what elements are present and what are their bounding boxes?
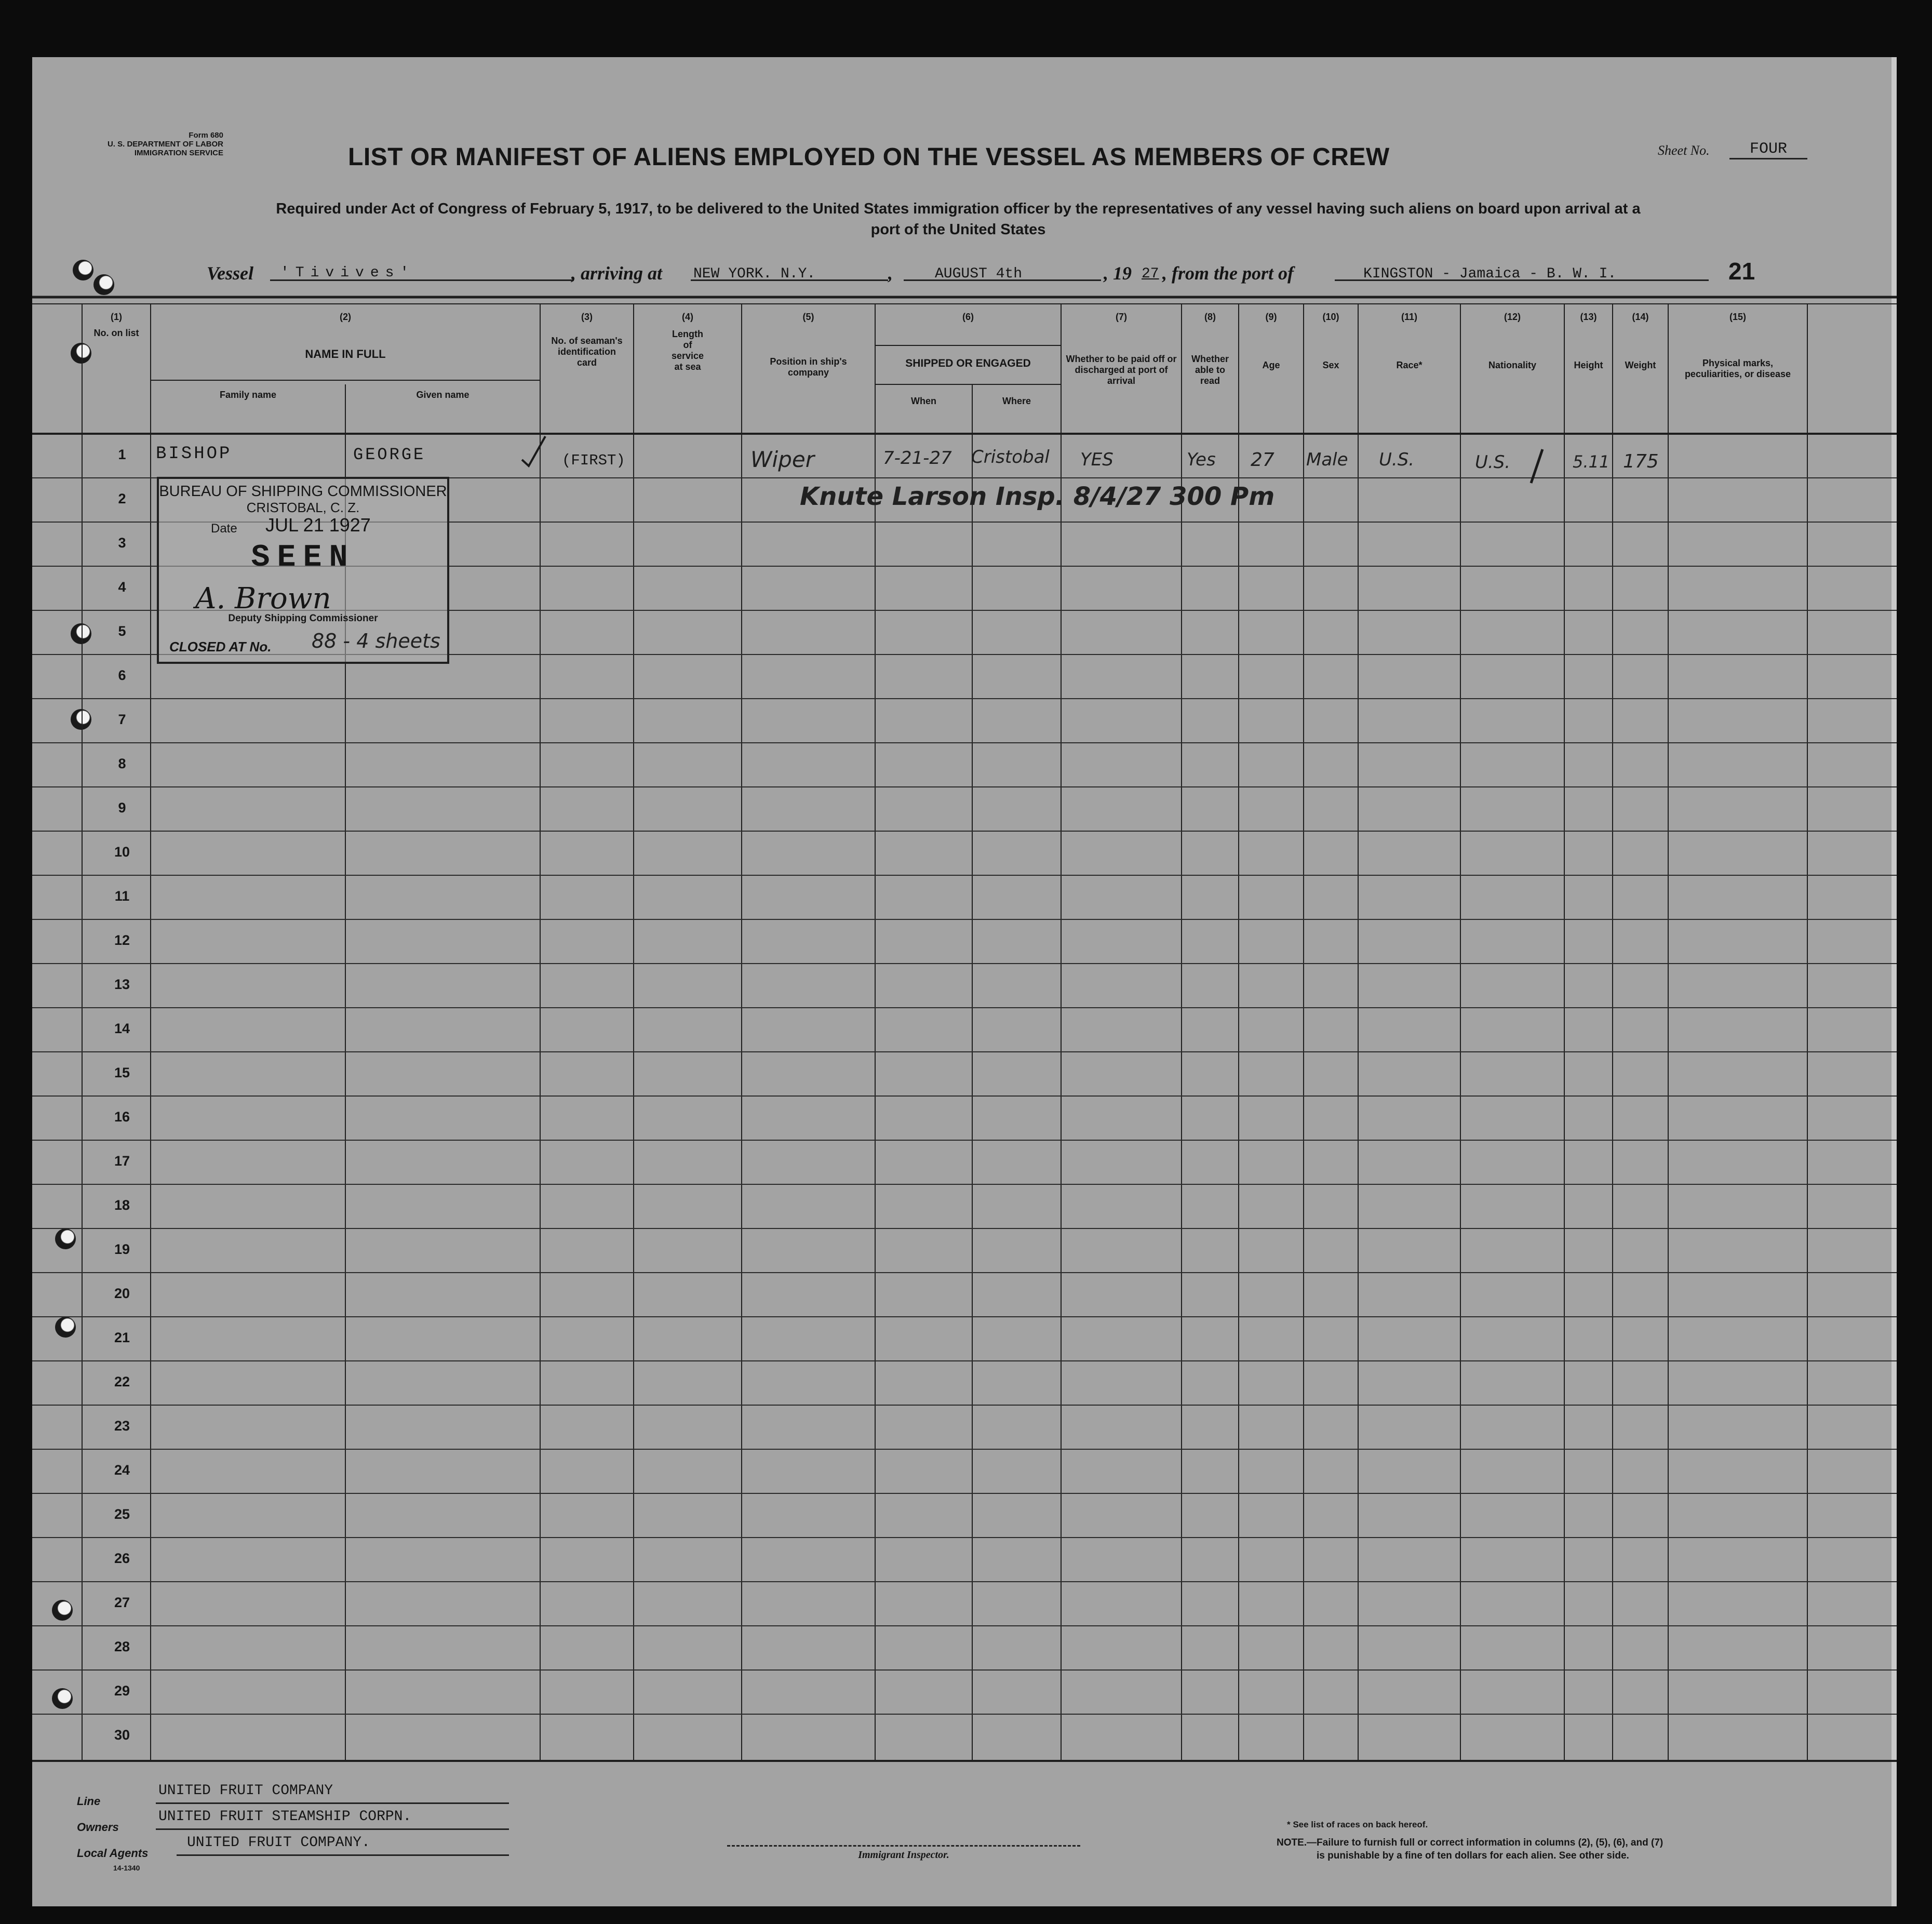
stamp-closed-value: 88 - 4 sheets [312, 630, 440, 652]
row-number: 26 [114, 1551, 130, 1566]
nationality: U.S. [1475, 452, 1511, 473]
owners-value: UNITED FRUIT STEAMSHIP CORPN. [158, 1809, 412, 1825]
row-number: 28 [114, 1639, 130, 1654]
family-name-header: Family name [219, 390, 277, 400]
col-6-header: (6) SHIPPED OR ENGAGED [905, 312, 1031, 369]
row-number: 3 [118, 535, 126, 551]
row-number: 27 [114, 1595, 130, 1610]
service-name: IMMIGRATION SERVICE [134, 149, 223, 157]
col-1-header: (1) No. on list [93, 312, 139, 338]
row-number: 9 [118, 800, 126, 816]
subtitle-line-1: Required under Act of Congress of February 5, 1917, to be delivered to the United States immigration officer by the representatives of any vessel having such aliens on board upon arrival at a [276, 201, 1641, 217]
row-number: 24 [114, 1462, 130, 1478]
note-races: * See list of races on back hereof. [1287, 1820, 1428, 1829]
row-number: 18 [114, 1197, 130, 1213]
agents-value: UNITED FRUIT COMPANY. [187, 1835, 370, 1851]
agents-label: Local Agents [77, 1847, 149, 1860]
row-number: 11 [114, 888, 130, 904]
sheet-label: Sheet No. [1658, 143, 1710, 158]
row-number: 8 [118, 756, 126, 771]
height: 5.11 [1573, 452, 1610, 472]
race: U.S. [1379, 449, 1415, 470]
shipped-when: 7-21-27 [883, 448, 952, 469]
where-header: Where [1002, 396, 1031, 406]
check-mark [519, 434, 551, 470]
inspector-annotation: Knute Larson Insp. 8/4/27 300 Pm [800, 482, 1275, 511]
weight: 175 [1623, 451, 1659, 472]
from-port-label: , from the port of [1162, 263, 1294, 284]
row-number: 1 [118, 447, 126, 462]
col-10-header: (10) Sex [1322, 312, 1339, 370]
sheet-number: FOUR [1729, 140, 1807, 159]
page-number: 21 [1728, 258, 1755, 285]
given-name-header: Given name [416, 390, 469, 400]
tick-mark [1527, 447, 1548, 488]
when-header: When [911, 396, 936, 406]
line-value: UNITED FRUIT COMPANY [158, 1783, 333, 1799]
row-number: 29 [114, 1683, 130, 1699]
paid-off: YES [1080, 449, 1113, 470]
print-code: 14-1340 [113, 1864, 140, 1872]
stamp-date: JUL 21 1927 [265, 514, 371, 536]
row-number: 6 [118, 667, 126, 683]
col-11-header: (11) Race* [1396, 312, 1423, 370]
year-prefix: , 19 [1104, 263, 1132, 284]
arrival-date: AUGUST 4th [935, 266, 1023, 282]
col-8-header: (8) Whether able to read [1191, 312, 1229, 386]
col-3-header: (3) No. of seaman's identification card [551, 312, 623, 368]
row-number: 14 [114, 1021, 130, 1036]
owners-label: Owners [77, 1821, 119, 1834]
vessel-name: 'Tivives' [280, 265, 415, 281]
col-4-header: (4) Length of service at sea [671, 312, 704, 372]
col-12-header: (12) Nationality [1488, 312, 1536, 370]
able-to-read: Yes [1187, 449, 1216, 470]
vessel-label: Vessel [207, 263, 253, 284]
family-name: BISHOP [156, 444, 232, 464]
arrival-port: NEW YORK. N.Y. [693, 266, 816, 282]
row-number: 23 [114, 1418, 130, 1434]
row-number: 16 [114, 1109, 130, 1125]
col-15-header: (15) Physical marks, peculiarities, or disease [1684, 312, 1791, 379]
row-number: 5 [118, 623, 126, 639]
subtitle-line-2: port of the United States [870, 221, 1046, 238]
stamp-place: CRISTOBAL, C. Z. [246, 500, 360, 515]
stamp-date-label: Date [211, 522, 237, 536]
col-5-header: (5) Position in ship's company [770, 312, 847, 378]
row-number: 4 [118, 579, 126, 595]
department-name: U. S. DEPARTMENT OF LABOR [107, 140, 223, 149]
row-number: 2 [118, 491, 126, 506]
col-14-header: (14) Weight [1625, 312, 1656, 370]
col-7-header: (7) Whether to be paid off or discharged at port of arrival [1066, 312, 1177, 386]
form-title: LIST OR MANIFEST OF ALIENS EMPLOYED ON THE VESSEL AS MEMBERS OF CREW [348, 143, 1390, 171]
row-number: 20 [114, 1286, 130, 1301]
row-number: 10 [114, 844, 130, 860]
age: 27 [1251, 449, 1274, 471]
row-number: 22 [114, 1374, 130, 1389]
row-number: 21 [114, 1330, 130, 1345]
inspector-label: Immigrant Inspector. [858, 1849, 949, 1861]
col-2-header: (2) NAME IN FULL [305, 312, 386, 360]
stamp-closed-label: CLOSED AT No. [169, 639, 272, 654]
row-number: 19 [114, 1241, 130, 1257]
stamp-seen: SEEN [251, 540, 355, 576]
row-number: 15 [114, 1065, 130, 1080]
row-number: 30 [114, 1727, 130, 1743]
col-13-header: (13) Height [1574, 312, 1603, 370]
note-line-1: NOTE.—Failure to furnish full or correct information in columns (2), (5), (6), and (7) [1277, 1837, 1663, 1848]
arriving-label: , arriving at [571, 263, 663, 284]
id-card-number: (FIRST) [562, 452, 625, 469]
note-line-2: is punishable by a fine of ten dollars for each alien. See other side. [1317, 1850, 1629, 1861]
form-number: Form 680 [189, 131, 223, 140]
sex: Male [1306, 449, 1348, 470]
row-number: 17 [114, 1153, 130, 1169]
col-9-header: (9) Age [1262, 312, 1280, 370]
position: Wiper [750, 447, 814, 472]
departure-port: KINGSTON - Jamaica - B. W. I. [1363, 266, 1617, 282]
row-number: 25 [114, 1506, 130, 1522]
arrival-year: 27 [1142, 266, 1159, 282]
stamp-deputy: Deputy Shipping Commissioner [228, 613, 378, 624]
stamp-bureau: BUREAU OF SHIPPING COMMISSIONER [159, 483, 447, 500]
stamp-signature: A. Brown [195, 582, 331, 616]
row-number: 13 [114, 977, 130, 992]
line-label: Line [77, 1795, 101, 1808]
row-number: 7 [118, 712, 126, 727]
row-number: 12 [114, 932, 130, 948]
given-name: GEORGE [353, 445, 426, 464]
shipped-where: Cristobal [971, 447, 1050, 467]
